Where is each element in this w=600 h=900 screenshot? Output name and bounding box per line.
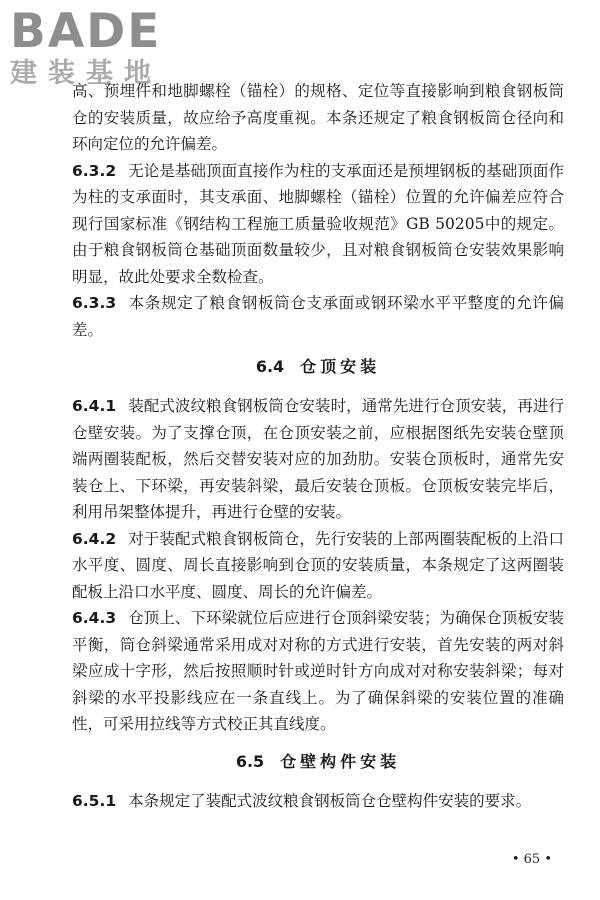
page-number: • 65 •: [511, 852, 552, 867]
clause-6-5-1: [72, 788, 564, 815]
clause-number: 6.4.3: [72, 609, 117, 627]
clause-text: 对于装配式粮食钢板筒仓，先行安装的上部两圈装配板的上沿口水平度、圆度、周长直接影响到仓顶的安装质量，本条规定了这两圈装配板上沿口水平度、圆度、周长的允许偏差。: [72, 529, 564, 601]
clause-6-3-3: [72, 290, 564, 343]
logo-wordmark: BADE: [10, 4, 162, 59]
section-heading-6-4: [72, 355, 564, 379]
clause-number: 6.4.2: [72, 529, 117, 548]
section-number: 6.5: [235, 751, 265, 771]
section-number: 6.4: [255, 357, 285, 376]
clause-number: 6.3.2: [72, 161, 117, 180]
clause-6-4-3: [72, 605, 564, 738]
clause-6-3-2: [72, 158, 564, 291]
section-heading-6-5: [72, 750, 564, 774]
section-title: 仓壁构件安装: [280, 751, 401, 771]
document-body: [72, 78, 564, 814]
clause-6-4-1: [72, 393, 564, 526]
clause-text: 装配式波纹粮食钢板筒仓安装时，通常先进行仓顶安装，再进行仓壁安装。为了支撑仓顶，在仓顶安装之前，应根据图纸先安装仓壁顶端两圈装配板，然后交替安装对应的加劲肋。安装仓顶板时，通常先安装仓上、下环梁，再安装斜梁，最后安装仓顶板。仓顶板安装完毕后，利用吊架整体提升，再进行仓壁的安装。: [72, 397, 564, 521]
clause-number: 6.4.1: [72, 397, 117, 415]
clause-6-4-2: [72, 526, 564, 606]
clause-text: 无论是基础顶面直接作为柱的支承面还是预埋钢板的基础顶面作为柱的支承面时，其支承面、地脚螺栓（锚栓）位置的允许偏差应符合现行国家标准《钢结构工程施工质量验收规范》GB 50205中的规定。由于粮食钢板筒仓基础顶面数量较少，且对粮食钢板筒仓安装效果影响明显，故此处要求全数检查。: [72, 161, 564, 286]
clause-number: 6.3.3: [72, 294, 117, 312]
logo-subtitle: 建装基地: [10, 58, 162, 89]
section-title: 仓顶安装: [300, 357, 381, 376]
clause-number: 6.5.1: [72, 791, 117, 810]
clause-text: 本条规定了装配式波纹粮食钢板筒仓仓壁构件安装的要求。: [128, 791, 532, 810]
intro-paragraph: 高、预埋件和地脚螺栓（锚栓）的规格、定位等直接影响到粮食钢板筒仓的安装质量，故应给予高度重视。本条还规定了粮食钢板筒仓径向和环向定位的允许偏差。: [72, 82, 564, 153]
clause-text: 仓顶上、下环梁就位后应进行仓顶斜梁安装；为确保仓顶板安装平衡，筒仓斜梁通常采用成对对称的方式进行安装，首先安装的两对斜梁应成十字形，然后按照顺时针或逆时针方向成对对称安装斜梁；每对斜梁的水平投影线应在一条直线上。为了确保斜梁的安装位置的准确性，可采用拉线等方式校正其直线度。: [72, 609, 564, 733]
clause-text: 本条规定了粮食钢板筒仓支承面或钢环梁水平平整度的允许偏差。: [72, 294, 564, 339]
